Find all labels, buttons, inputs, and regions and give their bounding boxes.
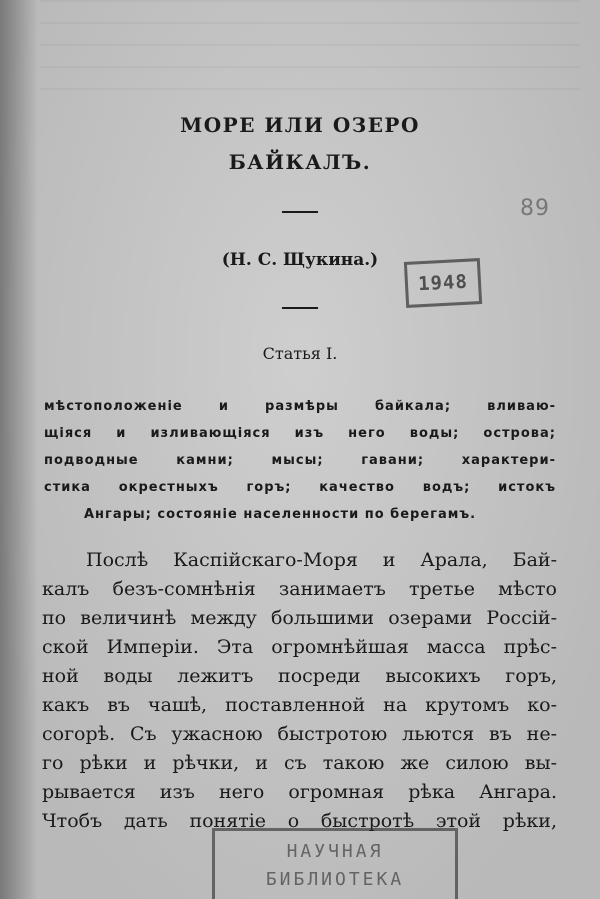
- summary-line: щіяся и изливающіяся изъ него воды; острова;: [44, 426, 556, 441]
- accession-number-stamp: [404, 258, 482, 308]
- bleed-through-text: [40, 0, 580, 90]
- pencil-page-mark: 89: [520, 196, 550, 221]
- summary-line: мѣстоположеніе и размѣры байкала; вливаю-: [44, 399, 556, 414]
- body-line: ной воды лежитъ посреди высокихъ горъ,: [42, 665, 557, 687]
- body-line: калъ безъ-сомнѣнія занимаетъ третье мѣсто: [42, 578, 557, 600]
- body-line: какъ въ чашѣ, поставленной на крутомъ ко-: [42, 694, 557, 716]
- separator-rule-2: [282, 307, 318, 309]
- article-heading: Статья I.: [262, 344, 338, 363]
- body-line: ской Имперіи. Эта огромнѣйшая масса прѣс-: [42, 636, 557, 658]
- summary-line: Ангары; состояніе населенности по берегамъ.: [84, 507, 477, 522]
- summary-line: стика окрестныхъ горъ; качество водъ; истокъ: [44, 480, 556, 495]
- library-stamp-line-2: БИБЛИОТЕКА: [265, 869, 405, 890]
- summary-line: подводные камни; мысы; гавани; характери-: [44, 453, 556, 468]
- body-line: Послѣ Каспійскаго-Моря и Арала, Бай-: [86, 549, 557, 571]
- accession-number: 1948: [417, 270, 469, 296]
- title-line-1: МОРЕ ИЛИ ОЗЕРО: [180, 113, 420, 137]
- separator-rule-1: [282, 211, 318, 213]
- body-line: согорѣ. Съ ужасною быстротою льются въ не-: [42, 723, 557, 745]
- library-stamp-line-1: НАУЧНАЯ: [286, 841, 384, 862]
- body-line: го рѣки и рѣчки, и съ такою же силою вы-: [42, 752, 557, 774]
- title-line-2: БАЙКАЛЪ.: [228, 150, 372, 174]
- body-line: рывается изъ него огромная рѣка Ангара.: [42, 781, 557, 803]
- body-line: Чтобъ дать понятіе о быстротѣ этой рѣки,: [42, 810, 557, 832]
- author-line: (Н. С. Щукина.): [221, 250, 379, 270]
- body-line: по величинѣ между большими озерами Россій-: [42, 607, 557, 629]
- library-stamp: [212, 828, 458, 899]
